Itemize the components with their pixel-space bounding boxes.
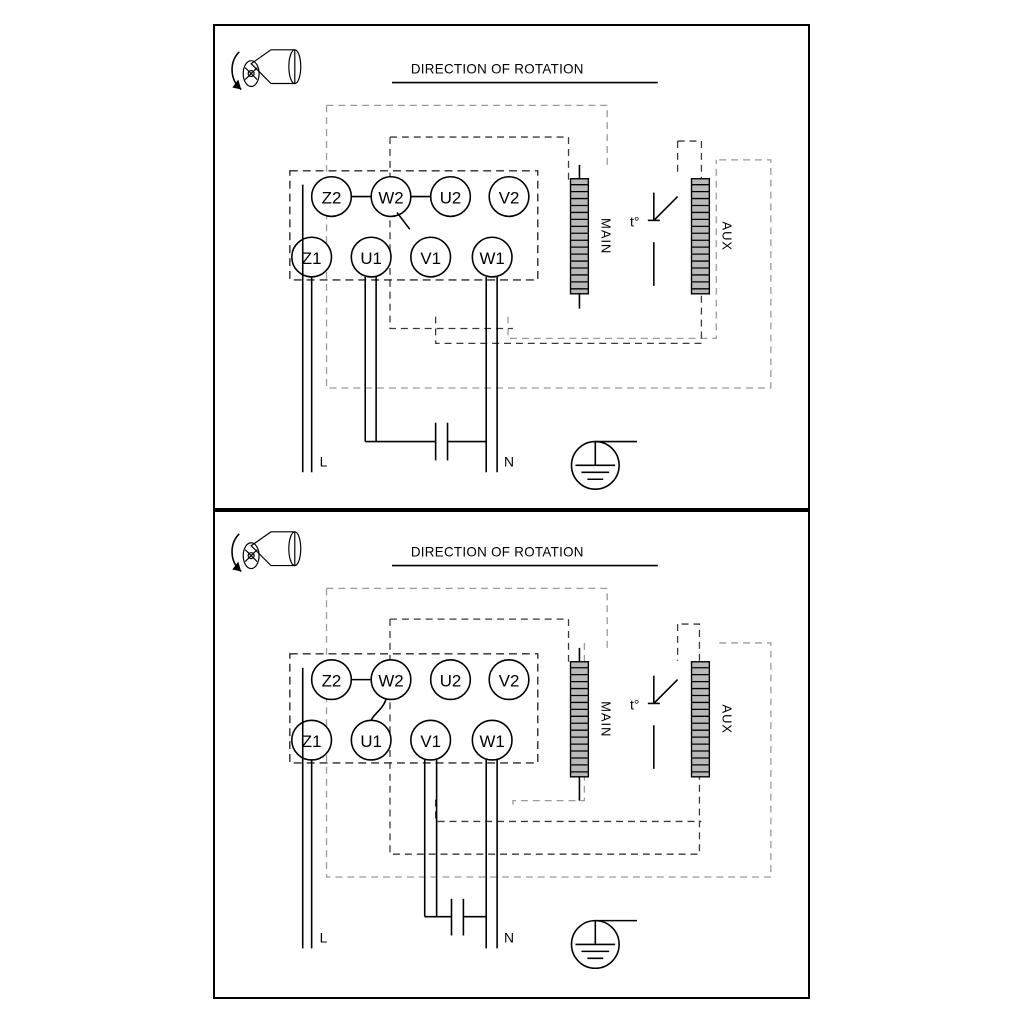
terminal-label-V1: V1 bbox=[420, 732, 441, 752]
line-label-L: L bbox=[319, 453, 328, 470]
terminal-label-V2: V2 bbox=[498, 671, 520, 691]
line-label-N: N bbox=[504, 453, 515, 470]
terminal-label-U1: U1 bbox=[360, 732, 382, 752]
coil-label-aux: AUX bbox=[719, 221, 735, 251]
thermal-switch-label-bottom: t° bbox=[630, 696, 640, 713]
link-W2-U1 bbox=[371, 699, 386, 720]
capacitor-icon bbox=[365, 423, 486, 461]
terminal-label-U2: U2 bbox=[439, 671, 462, 691]
terminal-label-U2: U2 bbox=[439, 188, 462, 208]
terminal-label-U1: U1 bbox=[360, 249, 382, 269]
motor-shaft-rotation-cw-icon bbox=[232, 532, 301, 572]
thermal-switch-label: t° bbox=[630, 213, 640, 230]
panel-bottom-drawing bbox=[215, 512, 808, 997]
terminal-row-top-bottom-panel bbox=[312, 660, 529, 700]
terminal-row-bottom-bottom-panel bbox=[292, 720, 512, 760]
coil-main bbox=[571, 165, 614, 309]
coil-label-main-bottom: MAIN bbox=[598, 701, 614, 738]
earth-ground-icon bbox=[572, 442, 637, 490]
panel-top-title: DIRECTION OF ROTATION bbox=[410, 61, 584, 77]
link-W2-V1 bbox=[397, 212, 410, 229]
earth-ground-icon-bottom bbox=[572, 921, 637, 969]
terminal-label-Z2: Z2 bbox=[321, 188, 342, 208]
coil-label-main: MAIN bbox=[598, 218, 614, 255]
panel-bottom-title: DIRECTION OF ROTATION bbox=[410, 544, 584, 560]
terminal-label-W1: W1 bbox=[479, 732, 505, 752]
line-label-L-bottom: L bbox=[319, 929, 328, 946]
terminal-label-Z2: Z2 bbox=[321, 671, 342, 691]
terminal-label-Z1: Z1 bbox=[301, 249, 322, 269]
line-label-N-bottom: N bbox=[504, 929, 515, 946]
wiring-diagram-panel-bottom bbox=[213, 510, 810, 999]
coil-label-aux-bottom: AUX bbox=[719, 704, 735, 735]
capacitor-icon-bottom bbox=[425, 899, 486, 936]
terminal-label-V2: V2 bbox=[498, 188, 520, 208]
coil-main-bottom bbox=[571, 648, 614, 801]
motor-shaft-rotation-ccw-icon bbox=[232, 50, 301, 90]
terminal-label-V1: V1 bbox=[420, 249, 441, 269]
terminal-label-Z1: Z1 bbox=[301, 732, 322, 752]
coil-aux-bottom bbox=[692, 662, 735, 777]
drop-wires-top bbox=[303, 185, 497, 473]
wiring-diagram-panel-top bbox=[213, 24, 810, 510]
drop-wires-bottom bbox=[303, 668, 497, 949]
terminal-label-W2: W2 bbox=[378, 188, 404, 208]
terminal-row-bottom bbox=[292, 237, 512, 277]
panel-top-drawing bbox=[215, 26, 808, 508]
coil-aux bbox=[692, 179, 735, 294]
terminal-label-W2: W2 bbox=[378, 671, 404, 691]
thermal-switch bbox=[630, 193, 678, 286]
terminal-label-W1: W1 bbox=[479, 249, 505, 269]
thermal-switch-bottom bbox=[630, 676, 678, 769]
